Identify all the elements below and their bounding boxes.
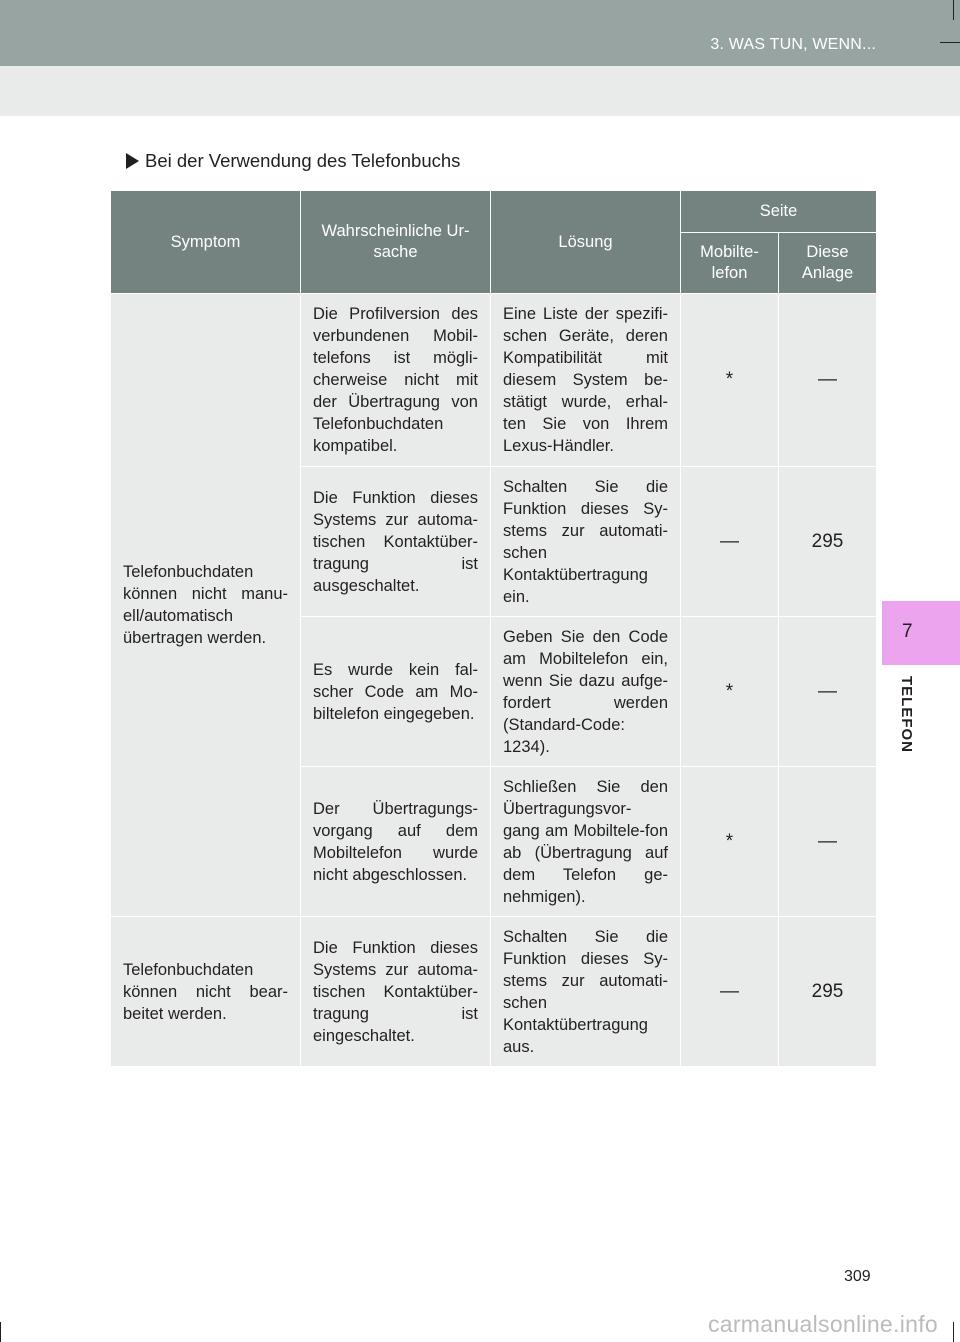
symptom-cell: Telefonbuchdaten können nicht manu-ell/automatisch übertragen werden. xyxy=(111,294,301,917)
system-page-cell: — xyxy=(779,617,877,767)
cause-cell: Die Profilversion des verbundenen Mobil-telefons ist mögli-cherweise nicht mit der Übertragung von Telefonbuchdaten kompatibel. xyxy=(301,294,491,467)
triangle-bullet-icon xyxy=(126,153,139,169)
header-band xyxy=(0,0,960,66)
solution-cell: Geben Sie den Code am Mobiltelefon ein, wenn Sie dazu aufge-fordert werden (Standard-Code: 1234). xyxy=(491,617,681,767)
watermark: carmanualsonline.info xyxy=(707,1311,938,1337)
cause-cell: Der Übertragungs-vorgang auf dem Mobiltelefon wurde nicht abgeschlossen. xyxy=(301,767,491,917)
table-row xyxy=(111,917,877,1067)
crop-mark xyxy=(953,0,954,20)
crop-mark xyxy=(0,1322,1,1342)
mobile-page-cell: — xyxy=(681,467,779,617)
solution-cell: Schalten Sie die Funktion dieses Sy-stems zur automati-schen Kontaktübertragung ein. xyxy=(491,467,681,617)
mobile-page-cell: * xyxy=(681,294,779,467)
system-page-cell: 295 xyxy=(779,467,877,617)
header-system: Diese Anlage xyxy=(779,233,877,294)
section-heading xyxy=(126,150,460,172)
mobile-page-cell: * xyxy=(681,617,779,767)
header-subband xyxy=(0,66,960,116)
solution-cell: Eine Liste der spezifi-schen Geräte, deren Kompatibilität mit diesem System be-stätigt wurde, erhal-ten Sie von Ihrem Lexus-Händler. xyxy=(491,294,681,467)
cause-cell: Die Funktion dieses Systems zur automa-tischen Kontaktüber-tragung ist ausgeschaltet. xyxy=(301,467,491,617)
system-page-cell: — xyxy=(779,294,877,467)
page-number: 309 xyxy=(844,1268,871,1285)
header-symptom: Symptom xyxy=(111,191,301,294)
chapter-tab-number: 7 xyxy=(902,621,913,642)
solution-cell: Schließen Sie den Übertragungsvor-gang am Mobiltele-fon ab (Übertragung auf dem Telefon ge-nehmigen). xyxy=(491,767,681,917)
chapter-tab-label: TELEFON xyxy=(898,676,915,753)
mobile-page-cell: — xyxy=(681,917,779,1067)
cause-cell: Die Funktion dieses Systems zur automa-tischen Kontaktüber-tragung ist eingeschaltet. xyxy=(301,917,491,1067)
system-page-cell: 295 xyxy=(779,917,877,1067)
cause-cell: Es wurde kein fal-scher Code am Mo-biltelefon eingegeben. xyxy=(301,617,491,767)
solution-cell: Schalten Sie die Funktion dieses Sy-stems zur automati-schen Kontaktübertragung aus. xyxy=(491,917,681,1067)
troubleshooting-table xyxy=(110,190,877,1067)
table-row xyxy=(111,294,877,467)
crop-mark xyxy=(953,1322,954,1342)
symptom-cell: Telefonbuchdaten können nicht bear-beitet werden. xyxy=(111,917,301,1067)
system-page-cell: — xyxy=(779,767,877,917)
header-page: Seite xyxy=(681,191,877,233)
header-solution: Lösung xyxy=(491,191,681,294)
section-heading-text: Bei der Verwendung des Telefonbuchs xyxy=(145,150,461,171)
mobile-page-cell: * xyxy=(681,767,779,917)
chapter-title: 3. WAS TUN, WENN... xyxy=(710,36,876,53)
chapter-tab xyxy=(882,601,960,665)
header-cause: Wahrscheinliche Ur-sache xyxy=(301,191,491,294)
header-mobile: Mobilte-lefon xyxy=(681,233,779,294)
crop-mark xyxy=(940,42,960,43)
